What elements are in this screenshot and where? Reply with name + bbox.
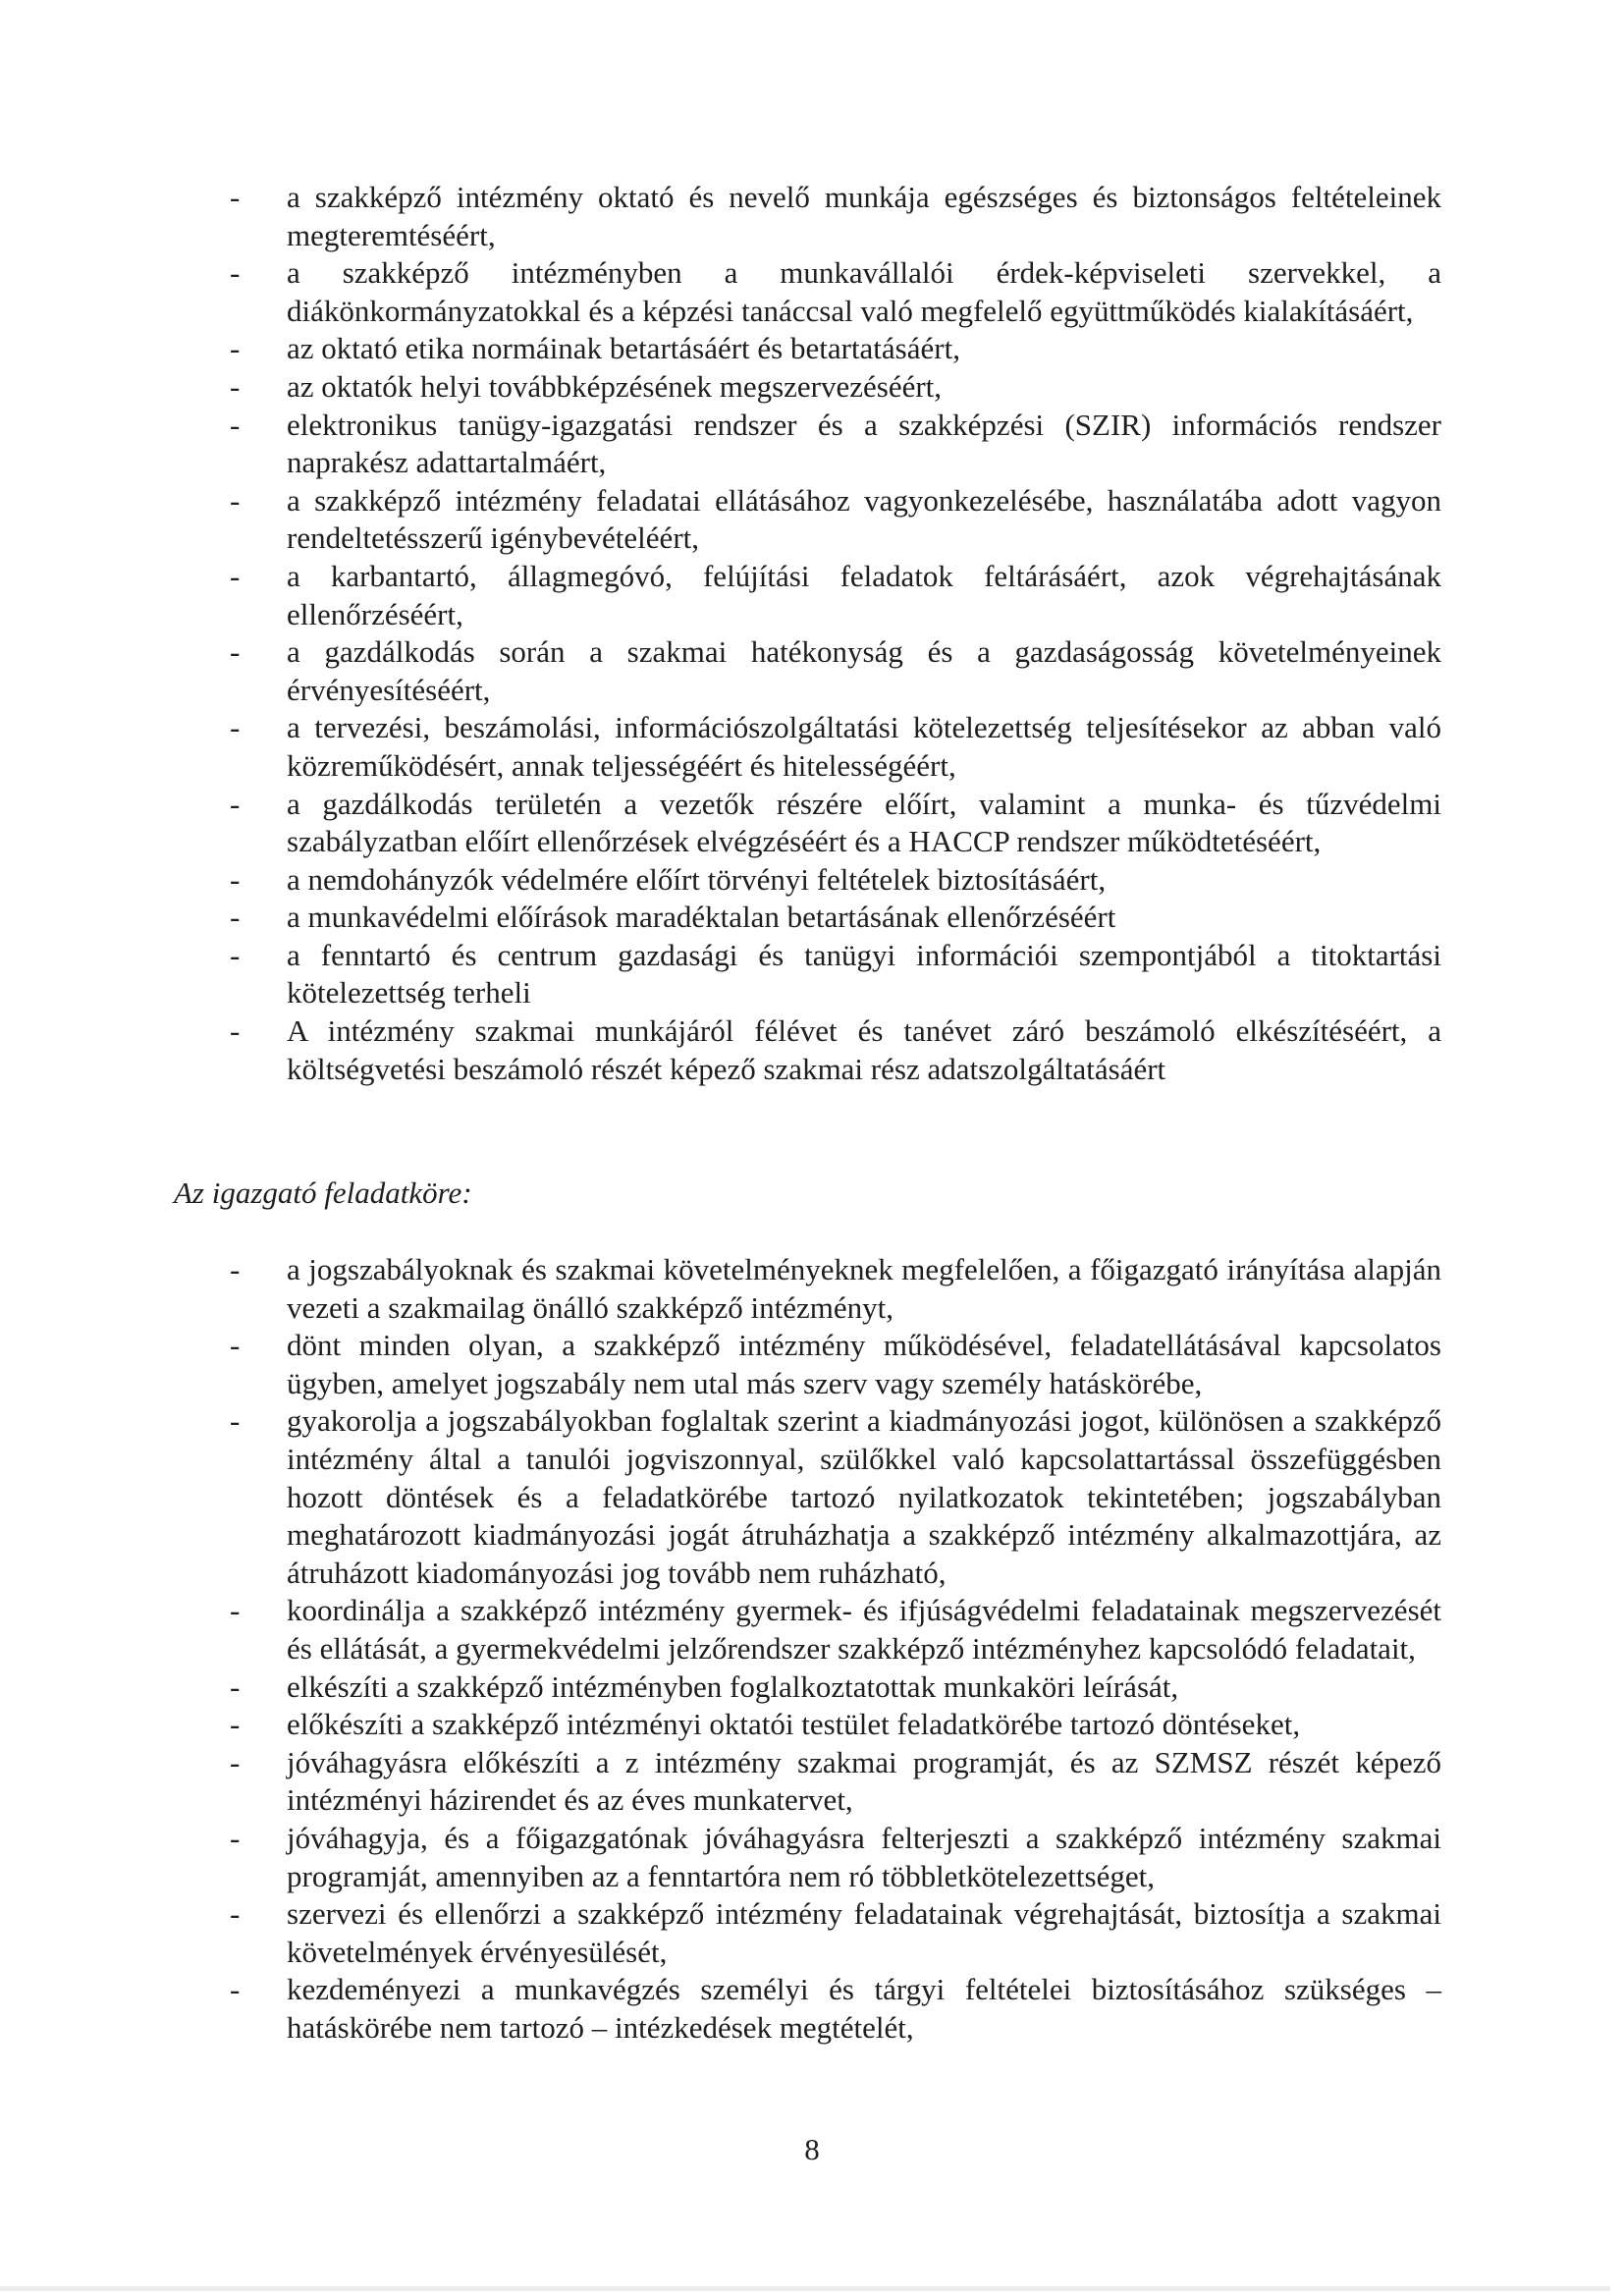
list-item-text: a fenntartó és centrum gazdasági és tanügyi információi szempontjából a titoktartási kötelezettség terheli [287, 937, 1441, 1011]
list-item [230, 1668, 1441, 1707]
list-item-text: a gazdálkodás során a szakmai hatékonyság és a gazdaságosság követelményeinek érvényesítéséért, [287, 634, 1441, 707]
list-item [230, 1820, 1441, 1895]
list-item [230, 1402, 1441, 1592]
dash-bullet-icon: - [230, 1668, 241, 1704]
page-number: 8 [804, 2132, 820, 2166]
list-item-text: a munkavédelmi előírások maradéktalan betartásának ellenőrzéséért [287, 900, 1116, 935]
list-item [230, 1327, 1441, 1402]
list-item-text: a jogszabályoknak és szakmai követelményeknek megfelelően, a főigazgató irányítása alapján vezeti a szakmailag önálló szakképző intézményt, [287, 1252, 1441, 1325]
dash-bullet-icon: - [230, 710, 241, 745]
dash-bullet-icon: - [230, 1252, 241, 1286]
list-item [230, 1251, 1441, 1327]
list-item [230, 937, 1441, 1012]
dash-bullet-icon: - [230, 861, 241, 897]
list-item-text: jóváhagyja, és a főigazgatónak jóváhagyásra felterjeszti a szakképző intézmény szakmai programját, amennyiben az a fenntartóra nem ró többletkötelezettséget, [287, 1820, 1441, 1893]
list-item [230, 786, 1441, 861]
list-item [230, 482, 1441, 558]
dash-bullet-icon: - [230, 407, 241, 442]
list-item-text: a gazdálkodás területén a vezetők részére előírt, valamint a munka- és tűzvédelmi szabályzatban előírt ellenőrzések elvégzéséért és a HACCP rendszer működtetéséért, [287, 786, 1441, 859]
dash-bullet-icon: - [230, 180, 241, 214]
scan-edge-divider [0, 2286, 1610, 2291]
list-item-text: a szakképző intézmény feladatai ellátásához vagyonkezelésébe, használatába adott vagyon rendeltetésszerű igénybevételéért, [287, 482, 1441, 556]
list-item-text: a karbantartó, állagmegóvó, felújítási feladatok feltárásáért, azok végrehajtásának ellenőrzéséért, [287, 558, 1441, 631]
list-item [230, 1971, 1441, 2047]
dash-bullet-icon: - [230, 1013, 241, 1049]
dash-bullet-icon: - [230, 1744, 241, 1779]
list-item-text: dönt minden olyan, a szakképző intézmény működésével, feladatellátásával kapcsolatos ügyben, amelyet jogszabály nem utal más szerv vagy személy hatáskörébe, [287, 1328, 1441, 1400]
dash-bullet-icon: - [230, 786, 241, 821]
list-item-text: a tervezési, beszámolási, információszolgáltatási kötelezettség teljesítésekor az abban való közreműködésért, annak teljességéért és hitelességéért, [287, 710, 1441, 783]
list-item-text: a szakképző intézményben a munkavállalói érdek-képviseleti szervekkel, a diákönkormányzatokkal és a képzési tanáccsal való megfelelő együttműködés kialakításáért, [287, 255, 1441, 328]
dash-bullet-icon: - [230, 1820, 241, 1855]
list-item [230, 330, 1441, 368]
list-item [230, 709, 1441, 785]
dash-bullet-icon: - [230, 558, 241, 593]
dash-bullet-icon: - [230, 937, 241, 972]
responsibilities-list [230, 179, 1441, 1088]
list-item-text: A intézmény szakmai munkájáról félévet és tanévet záró beszámoló elkészítéséért, a költségvetési beszámoló részét képező szakmai rész adatszolgáltatásáért [287, 1013, 1441, 1086]
list-item [230, 1895, 1441, 1971]
dash-bullet-icon: - [230, 482, 241, 518]
list-item [230, 1744, 1441, 1820]
list-item [230, 1592, 1441, 1667]
list-item [230, 861, 1441, 900]
list-item [230, 633, 1441, 709]
list-item-text: a nemdohányzók védelmére előírt törvényi feltételek biztosításáért, [287, 861, 1107, 897]
dash-bullet-icon: - [230, 255, 241, 291]
dash-bullet-icon: - [230, 1403, 241, 1439]
list-item-text: gyakorolja a jogszabályokban foglaltak szerint a kiadmányozási jogot, különösen a szakképző intézmény által a tanulói jogviszonnyal, szülőkkel való kapcsolattartással összefüggésben hozott döntések és a feladatkörébe tartozó nyilatkozatok tekintetében; jogszabályban meghatározott kiadmányozási jogát átruházhatja a szakképző intézmény alkalmazottjára, az átruházott kiadományozási jog tovább nem ruházható, [287, 1403, 1441, 1590]
list-item-text: az oktatók helyi továbbképzésének megszervezéséért, [287, 368, 943, 404]
list-item [230, 368, 1441, 407]
list-item [230, 899, 1441, 937]
dash-bullet-icon: - [230, 1972, 241, 2007]
list-item-text: koordinálja a szakképző intézmény gyermek- és ifjúságvédelmi feladatainak megszervezését és ellátását, a gyermekvédelmi jelzőrendszer szakképző intézményhez kapcsolódó feladatait, [287, 1593, 1441, 1666]
list-item-text: elektronikus tanügy-igazgatási rendszer és a szakképzési (SZIR) információs rendszer naprakész adattartalmáért, [287, 407, 1441, 480]
dash-bullet-icon: - [230, 634, 241, 670]
dash-bullet-icon: - [230, 368, 241, 404]
list-item-text: előkészíti a szakképző intézményi oktatói testület feladatkörébe tartozó döntéseket, [287, 1707, 1301, 1742]
list-item [230, 1012, 1441, 1088]
list-item [230, 558, 1441, 633]
section-heading: Az igazgató feladatköre: [174, 1175, 472, 1210]
dash-bullet-icon: - [230, 1593, 241, 1628]
list-item-text: az oktató etika normáinak betartásáért és betartatásáért, [287, 331, 960, 366]
list-item [230, 1706, 1441, 1744]
dash-bullet-icon: - [230, 1328, 241, 1363]
dash-bullet-icon: - [230, 900, 241, 935]
list-item-text: a szakképző intézmény oktató és nevelő munkája egészséges és biztonságos feltételeinek megteremtéséért, [287, 180, 1441, 252]
list-item-text: szervezi és ellenőrzi a szakképző intézmény feladatainak végrehajtását, biztosítja a szakmai követelmények érvényesülését, [287, 1896, 1441, 1969]
list-item-text: jóváhagyásra előkészíti a z intézmény szakmai programját, és az SZMSZ részét képező intézményi házirendet és az éves munkatervet, [287, 1744, 1441, 1818]
list-item [230, 179, 1441, 254]
dash-bullet-icon: - [230, 331, 241, 366]
list-item-text: elkészíti a szakképző intézményben foglalkoztatottak munkaköri leírását, [287, 1668, 1179, 1704]
list-item [230, 254, 1441, 330]
dash-bullet-icon: - [230, 1707, 241, 1742]
list-item [230, 407, 1441, 482]
director-duties-list [230, 1251, 1441, 2047]
list-item-text: kezdeményezi a munkavégzés személyi és tárgyi feltételei biztosításához szükséges – hatáskörébe nem tartozó – intézkedések megtételét, [287, 1972, 1441, 2045]
dash-bullet-icon: - [230, 1896, 241, 1932]
